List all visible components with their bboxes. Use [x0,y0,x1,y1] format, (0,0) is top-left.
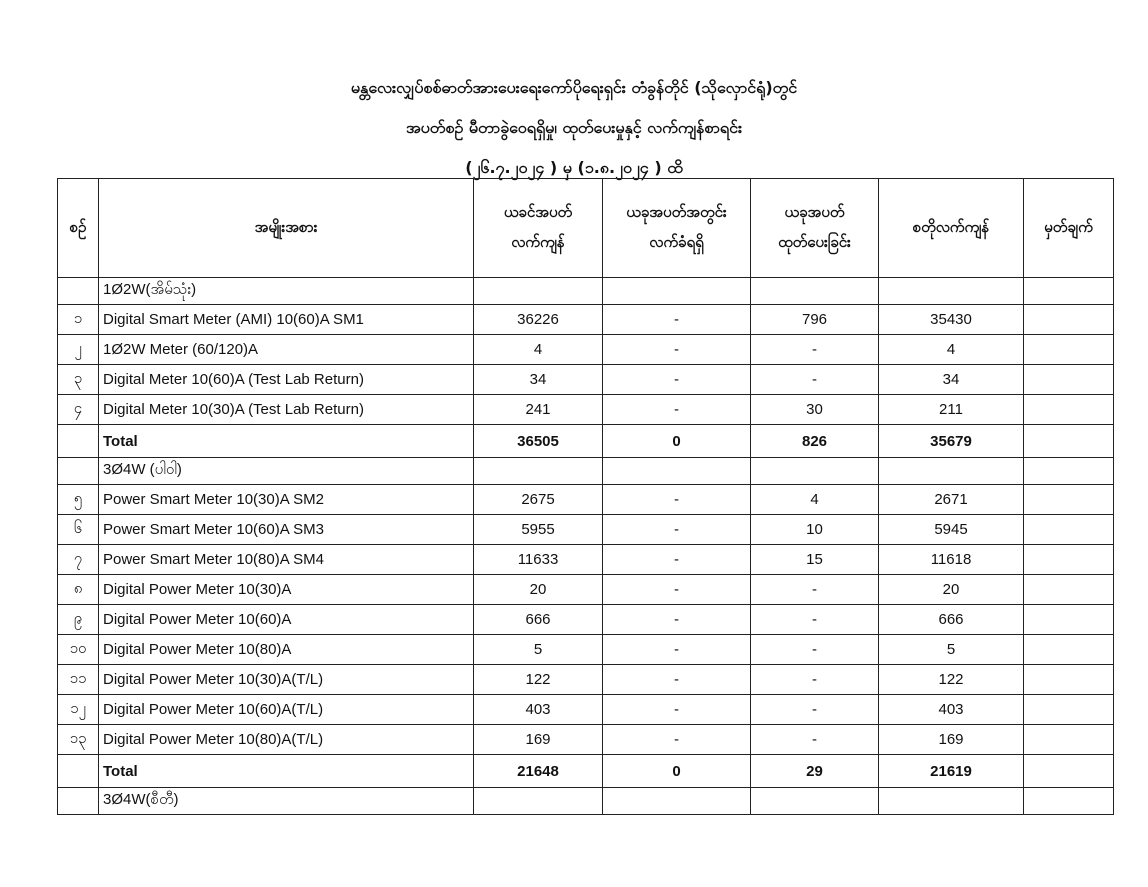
cell-empty [603,458,751,485]
cell-received: - [603,485,751,515]
cell-issued: - [751,635,879,665]
table-row [58,305,1114,335]
cell-balance: 666 [879,605,1024,635]
header-remark: မှတ်ချက် [1024,179,1114,278]
cell-balance: 20 [879,575,1024,605]
cell-no: ၁၂ [58,695,99,725]
cell-no [58,278,99,305]
total-row [58,425,1114,458]
cell-empty [1024,788,1114,815]
title-line-3-date-range: (၂၆.၇.၂၀၂၄ ) မှ (၁.၈.၂၀၂၄ ) ထိ [465,158,683,177]
table-row [58,335,1114,365]
cell-prev-balance: 169 [474,725,603,755]
cell-empty [1024,278,1114,305]
cell-balance: 122 [879,665,1024,695]
cell-remark [1024,755,1114,788]
header-prev-balance [474,179,603,278]
cell-balance: 2671 [879,485,1024,515]
total-received: 0 [603,425,751,458]
cell-balance: 211 [879,395,1024,425]
total-issued: 826 [751,425,879,458]
cell-remark [1024,515,1114,545]
cell-no: ၆ [58,515,99,545]
cell-no: ၁၁ [58,665,99,695]
cell-empty [474,278,603,305]
cell-received: - [603,575,751,605]
cell-issued: - [751,335,879,365]
cell-type: Power Smart Meter 10(30)A SM2 [99,485,474,515]
cell-balance: 403 [879,695,1024,725]
group-header-row [58,788,1114,815]
title-line-2: အပတ်စဉ် မီတာခွဲဝေရရှိမှု၊ ထုတ်ပေးမှုနှင့် လက်ကျန်စာရင်း [405,118,743,137]
header-row [58,179,1114,278]
table-row [58,365,1114,395]
cell-empty [751,788,879,815]
table-row [58,485,1114,515]
cell-empty [1024,458,1114,485]
cell-remark [1024,365,1114,395]
cell-issued: 15 [751,545,879,575]
cell-remark [1024,665,1114,695]
cell-issued: - [751,365,879,395]
header-type: အမျိုးအစား [99,179,474,278]
cell-empty [879,458,1024,485]
total-label: Total [99,425,474,458]
cell-balance: 11618 [879,545,1024,575]
cell-balance: 5 [879,635,1024,665]
header-prev-balance-line2: လက်ကျန် [511,234,565,251]
table-body [58,278,1114,815]
cell-no: ၄ [58,395,99,425]
table-row [58,575,1114,605]
cell-empty [603,278,751,305]
total-issued: 29 [751,755,879,788]
cell-received: - [603,725,751,755]
cell-remark [1024,695,1114,725]
total-prev-balance: 36505 [474,425,603,458]
cell-no: ၈ [58,575,99,605]
total-balance: 21619 [879,755,1024,788]
table-row [58,545,1114,575]
cell-received: - [603,305,751,335]
cell-prev-balance: 20 [474,575,603,605]
cell-received: - [603,665,751,695]
cell-prev-balance: 5955 [474,515,603,545]
cell-type: Digital Power Meter 10(80)A [99,635,474,665]
cell-remark [1024,485,1114,515]
cell-empty [603,788,751,815]
group-label: 3Ø4W(စီတီ) [99,788,474,815]
table-row [58,395,1114,425]
header-received [603,179,751,278]
cell-issued: 796 [751,305,879,335]
table-row [58,635,1114,665]
cell-type: 1Ø2W Meter (60/120)A [99,335,474,365]
cell-received: - [603,635,751,665]
cell-issued: 30 [751,395,879,425]
cell-balance: 35430 [879,305,1024,335]
header-issued [751,179,879,278]
cell-type: Digital Power Meter 10(60)A [99,605,474,635]
cell-received: - [603,365,751,395]
cell-received: - [603,395,751,425]
total-row [58,755,1114,788]
cell-prev-balance: 5 [474,635,603,665]
cell-received: - [603,545,751,575]
cell-no: ၅ [58,485,99,515]
document-titles [0,68,1148,188]
cell-issued: - [751,575,879,605]
cell-remark [1024,395,1114,425]
cell-remark [1024,575,1114,605]
cell-type: Digital Smart Meter (AMI) 10(60)A SM1 [99,305,474,335]
cell-no: ၁၃ [58,725,99,755]
group-label: 1Ø2W(အိမ်သုံး) [99,278,474,305]
cell-type: Power Smart Meter 10(60)A SM3 [99,515,474,545]
title-line-1: မန္တလေးလျှပ်စစ်ဓာတ်အားပေးရေးကော်ပိုရေးရှင်း တံခွန်တိုင် (သိုလှောင်ရုံ)တွင် [350,78,798,97]
cell-remark [1024,545,1114,575]
cell-empty [879,278,1024,305]
header-received-line1: ယခုအပတ်အတွင်း [626,204,727,221]
header-received-line2: လက်ခံရရှိ [649,234,704,251]
meter-stock-table [57,178,1114,815]
cell-prev-balance: 666 [474,605,603,635]
cell-issued: - [751,725,879,755]
table-row [58,665,1114,695]
group-header-row [58,458,1114,485]
cell-no: ၃ [58,365,99,395]
table-row [58,515,1114,545]
cell-type: Digital Meter 10(30)A (Test Lab Return) [99,395,474,425]
cell-no: ၇ [58,545,99,575]
cell-issued: - [751,695,879,725]
cell-issued: 4 [751,485,879,515]
header-issued-line2: ထုတ်ပေးခြင်း [778,234,851,251]
cell-empty [474,788,603,815]
cell-prev-balance: 403 [474,695,603,725]
header-balance: စတိုလက်ကျန် [879,179,1024,278]
cell-received: - [603,605,751,635]
table-row [58,725,1114,755]
cell-balance: 169 [879,725,1024,755]
cell-type: Digital Power Meter 10(30)A(T/L) [99,665,474,695]
group-label: 3Ø4W (ပါဝါ) [99,458,474,485]
cell-received: - [603,695,751,725]
header-no: စဉ် [58,179,99,278]
cell-issued: - [751,665,879,695]
header-prev-balance-line1: ယခင်အပတ် [503,204,573,221]
cell-remark [1024,335,1114,365]
cell-type: Power Smart Meter 10(80)A SM4 [99,545,474,575]
table-row [58,605,1114,635]
group-header-row [58,278,1114,305]
cell-remark [1024,725,1114,755]
cell-type: Digital Power Meter 10(60)A(T/L) [99,695,474,725]
cell-no: ၉ [58,605,99,635]
cell-no: ၂ [58,335,99,365]
cell-no [58,755,99,788]
cell-type: Digital Meter 10(60)A (Test Lab Return) [99,365,474,395]
cell-prev-balance: 122 [474,665,603,695]
cell-remark [1024,425,1114,458]
cell-type: Digital Power Meter 10(80)A(T/L) [99,725,474,755]
total-balance: 35679 [879,425,1024,458]
cell-no [58,788,99,815]
cell-issued: - [751,605,879,635]
cell-prev-balance: 4 [474,335,603,365]
cell-issued: 10 [751,515,879,545]
cell-balance: 34 [879,365,1024,395]
cell-received: - [603,515,751,545]
cell-prev-balance: 2675 [474,485,603,515]
cell-prev-balance: 34 [474,365,603,395]
header-issued-line1: ယခုအပတ် [784,204,845,221]
cell-balance: 4 [879,335,1024,365]
cell-no: ၁၀ [58,635,99,665]
cell-prev-balance: 241 [474,395,603,425]
cell-empty [879,788,1024,815]
cell-remark [1024,305,1114,335]
cell-empty [751,458,879,485]
cell-balance: 5945 [879,515,1024,545]
total-received: 0 [603,755,751,788]
cell-no [58,458,99,485]
cell-remark [1024,635,1114,665]
cell-type: Digital Power Meter 10(30)A [99,575,474,605]
cell-empty [751,278,879,305]
cell-no: ၁ [58,305,99,335]
cell-remark [1024,605,1114,635]
cell-no [58,425,99,458]
total-prev-balance: 21648 [474,755,603,788]
cell-received: - [603,335,751,365]
cell-prev-balance: 11633 [474,545,603,575]
total-label: Total [99,755,474,788]
cell-empty [474,458,603,485]
cell-prev-balance: 36226 [474,305,603,335]
table-row [58,695,1114,725]
